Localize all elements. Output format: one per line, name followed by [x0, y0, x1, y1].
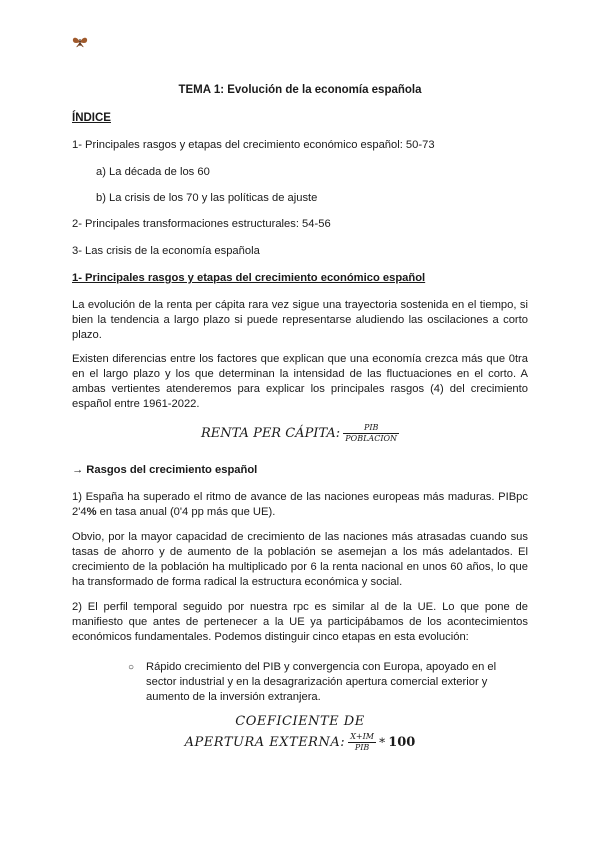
formula-apertura-externa — [0, 714, 600, 753]
formula-1-numerator: PIB — [343, 423, 399, 434]
index-item-1: 1- Principales rasgos y etapas del crecimiento económico español: 50-73 — [72, 139, 435, 151]
rasgo-1-prefix: 1) España ha superado el ritmo de avance de las naciones europeas más maduras. PIBpc 2'4 — [72, 491, 528, 518]
formula-renta-per-capita — [0, 423, 600, 444]
paragraph-renta-per-capita: La evolución de la renta per cápita rara vez sigue una trayectoria sostenida en el tiempo, si bien la tendencia a largo plazo si puede representarse aludiendo las oscilaciones a corto plazo. — [72, 299, 528, 341]
bullet-etapa-1: Rápido crecimiento del PIB y convergencia con Europa, apoyado en el sector industrial y en la desagrarización apertura comercial exterior y aumento de la inversión extranjera. — [146, 661, 497, 703]
formula-2-times: * — [379, 735, 386, 750]
index-item-1b: b) La crisis de los 70 y las políticas de ajuste — [96, 192, 318, 204]
subheading-rasgos: → Rasgos del crecimiento español — [72, 464, 258, 476]
index-item-1a: a) La década de los 60 — [96, 166, 210, 178]
paragraph-rasgo-1 — [72, 490, 528, 520]
formula-2-denominator: PIB — [354, 743, 370, 752]
formula-2-factor: 100 — [388, 735, 416, 750]
paragraph-diferencias: Existen diferencias entre los factores que explican que una economía crezca más que 0tra en el largo plazo y los que determinan la intensidad de las fluctuaciones en el corto. A ambas vertientes atenderemos para explicar los principales rasgos (4) del crecimiento español entre 1961-2022. — [72, 353, 528, 410]
paragraph-obvio: Obvio, por la mayor capacidad de crecimiento de las naciones más atrasadas cuando sus tasas de ahorro y de aumento de la población se asemejan a los más adelantados. El crecimiento de la población ha multiplicado por 6 la renta nacional en unos 60 años, lo que ha transformado de forma radical la estructura económica y social. — [72, 531, 528, 588]
formula-2-numerator: X+IM — [350, 732, 374, 741]
formula-1-label: RENTA PER CÁPITA: — [200, 426, 341, 441]
paragraph-rasgo-2: 2) El perfil temporal seguido por nuestra rpc es similar al de la UE. Lo que pone de manifiesto que antes de pertenecer a la UE ya participábamos de los acontecimientos económicos fundamentales. Podemos distinguir cinco etapas en esta evolución: — [72, 601, 528, 643]
document-title: TEMA 1: Evolución de la economía española — [178, 84, 422, 96]
section-1-heading: 1- Principales rasgos y etapas del crecimiento económico español — [72, 272, 426, 284]
index-item-3: 3- Las crisis de la economía española — [72, 245, 260, 257]
butterfly-logo-icon — [72, 36, 88, 48]
formula-2-label: APERTURA EXTERNA: — [184, 735, 346, 750]
index-item-2: 2- Principales transformaciones estructurales: 54-56 — [72, 218, 331, 230]
rasgo-1-suffix: en tasa anual (0'4 pp más que UE). — [96, 506, 276, 518]
index-heading: ÍNDICE — [72, 112, 111, 124]
bullet-marker: ○ — [128, 662, 135, 673]
formula-2-line1: COEFICIENTE DE — [235, 714, 365, 729]
formula-1-denominator: POBLACIÓN — [345, 434, 398, 443]
formula-1-fraction — [343, 423, 399, 444]
formula-2-line2 — [0, 732, 600, 753]
rasgo-1-percent: % — [86, 506, 97, 518]
formula-2-fraction — [348, 732, 376, 753]
